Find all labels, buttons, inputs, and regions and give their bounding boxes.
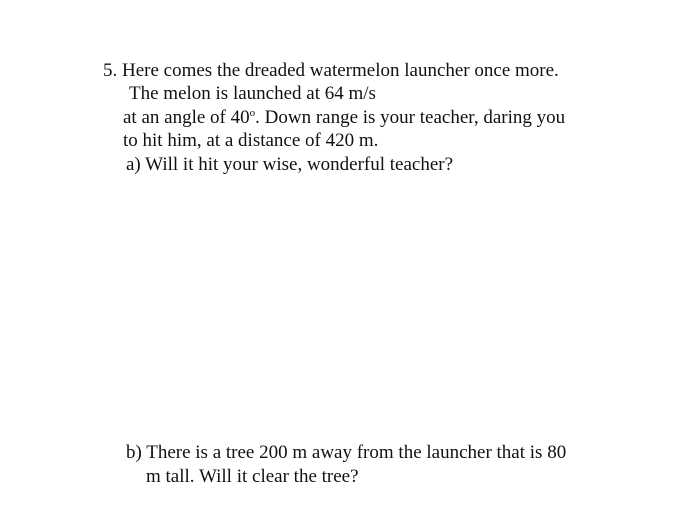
question-a bbox=[126, 154, 453, 176]
degree-symbol: o bbox=[249, 107, 256, 119]
distance-text: to hit him, at a distance of 420 m. bbox=[123, 130, 379, 151]
question-b-line-2 bbox=[146, 466, 359, 488]
question-a-text: a) Will it hit your wise, wonderful teacher? bbox=[126, 154, 454, 175]
launch-speed-text: The melon is launched at 64 m/s bbox=[129, 83, 376, 104]
problem-line-1 bbox=[103, 60, 559, 82]
problem-line-3 bbox=[123, 107, 565, 129]
question-b-text-1: b) There is a tree 200 m away from the launcher that is 80 bbox=[126, 442, 567, 463]
problem-number: 5. bbox=[103, 60, 118, 81]
launch-angle-text: at an angle of 40 bbox=[123, 107, 250, 128]
problem-intro: Here comes the dreaded watermelon launcher once more. bbox=[122, 60, 559, 81]
problem-line-4 bbox=[123, 130, 378, 152]
problem-line-2 bbox=[129, 83, 376, 105]
question-b-text-2: m tall. Will it clear the tree? bbox=[146, 466, 359, 487]
downrange-text: . Down range is your teacher, daring you bbox=[255, 107, 566, 128]
question-b-line-1 bbox=[126, 442, 566, 464]
